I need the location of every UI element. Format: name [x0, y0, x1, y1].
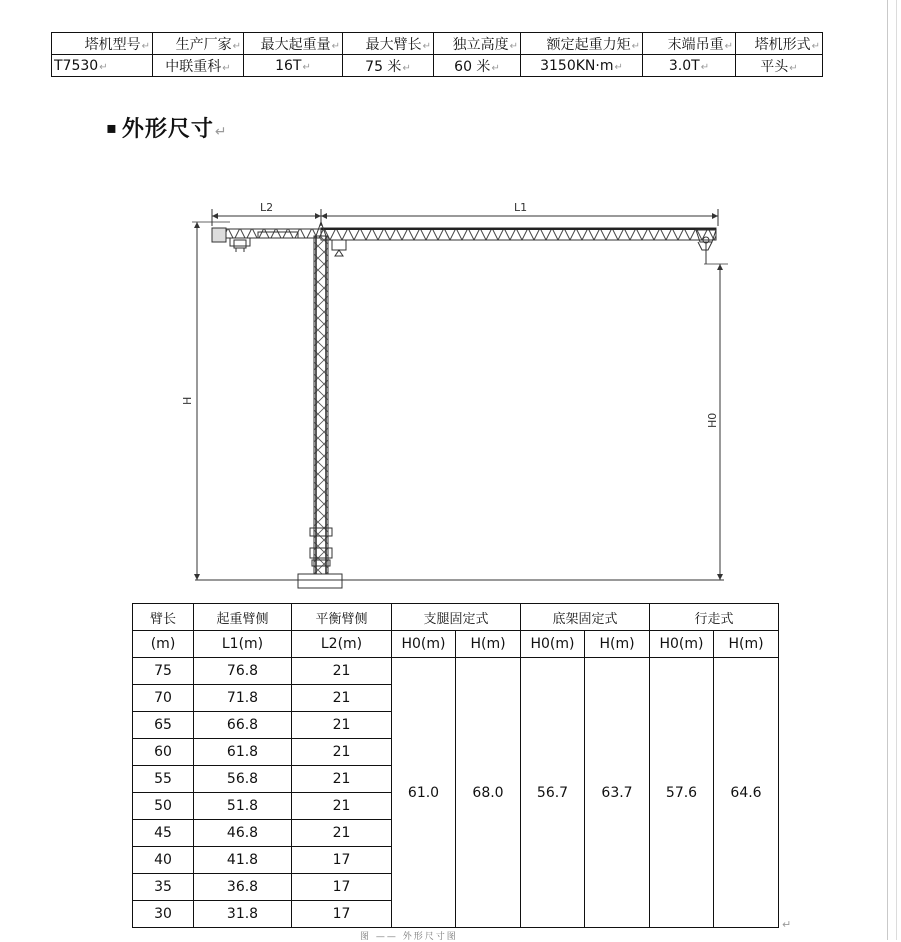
- group-travelling: 行走式: [650, 604, 779, 631]
- counter-jib: [212, 228, 321, 252]
- outrigger-h0-cell: 61.0: [392, 658, 456, 928]
- top-dimension: [212, 201, 718, 226]
- l2-cell: 21: [292, 712, 392, 739]
- h0-dimension: [704, 264, 728, 580]
- sub-h0: H0(m): [392, 631, 456, 658]
- crane-mast: [310, 222, 332, 574]
- spec-value-cell: 3.0T↵: [643, 55, 736, 77]
- dims-header-row: [133, 604, 779, 631]
- arm-length-cell: 30: [133, 901, 194, 928]
- l1-cell: 76.8: [194, 658, 292, 685]
- sub-h: H(m): [456, 631, 521, 658]
- heading-bullet: ▪: [106, 118, 118, 137]
- spec-header-cell: 额定起重力矩↵: [521, 33, 643, 55]
- l2-cell: 17: [292, 847, 392, 874]
- spec-header-cell: 生产厂家↵: [153, 33, 244, 55]
- l1-cell: 41.8: [194, 847, 292, 874]
- spec-value-cell: 60 米↵: [434, 55, 521, 77]
- col-l2-top: 平衡臂侧: [292, 604, 392, 631]
- h-label: H: [181, 396, 194, 405]
- spec-header-cell: 塔机型号↵: [52, 33, 153, 55]
- spec-value-cell: 中联重科↵: [153, 55, 244, 77]
- arm-length-cell: 50: [133, 793, 194, 820]
- h-dimension: [181, 222, 230, 580]
- travelling-h-cell: 64.6: [714, 658, 779, 928]
- crane-base: [298, 574, 342, 588]
- spec-value-cell: 3150KN·m↵: [521, 55, 643, 77]
- col-l1-top: 起重臂侧: [194, 604, 292, 631]
- col-arm-unit: (m): [133, 631, 194, 658]
- l2-cell: 21: [292, 658, 392, 685]
- arm-length-cell: 35: [133, 874, 194, 901]
- group-outrigger: 支腿固定式: [392, 604, 521, 631]
- outrigger-h-cell: 68.0: [456, 658, 521, 928]
- l2-cell: 21: [292, 766, 392, 793]
- l1-cell: 46.8: [194, 820, 292, 847]
- arm-length-cell: 70: [133, 685, 194, 712]
- arm-length-cell: 40: [133, 847, 194, 874]
- l2-cell: 21: [292, 685, 392, 712]
- sub-h: H(m): [714, 631, 779, 658]
- crane-cabin: [332, 240, 346, 256]
- l1-cell: 56.8: [194, 766, 292, 793]
- arm-length-cell: 75: [133, 658, 194, 685]
- sub-h0: H0(m): [521, 631, 585, 658]
- l1-cell: 51.8: [194, 793, 292, 820]
- spec-value-cell: 16T↵: [244, 55, 343, 77]
- l1-cell: 61.8: [194, 739, 292, 766]
- l2-cell: 17: [292, 901, 392, 928]
- spec-header-cell: 最大臂长↵: [343, 33, 434, 55]
- spec-value-cell: 平头↵: [736, 55, 823, 77]
- col-l1-unit: L1(m): [194, 631, 292, 658]
- sub-h: H(m): [585, 631, 650, 658]
- l1-cell: 71.8: [194, 685, 292, 712]
- chassis-h0-cell: 56.7: [521, 658, 585, 928]
- heading-text: 外形尺寸: [121, 117, 214, 142]
- section-heading: ▪ 外形尺寸↵: [106, 117, 228, 142]
- l1-cell: 66.8: [194, 712, 292, 739]
- spec-header-cell: 末端吊重↵: [643, 33, 736, 55]
- col-l2-unit: L2(m): [292, 631, 392, 658]
- figure-caption-cut: 图 —— 外形尺寸图: [360, 932, 458, 942]
- spec-header-cell: 独立高度↵: [434, 33, 521, 55]
- l1-cell: 31.8: [194, 901, 292, 928]
- group-chassis: 底架固定式: [521, 604, 650, 631]
- l1-label: L1: [514, 201, 528, 214]
- spec-header-cell: 最大起重量↵: [244, 33, 343, 55]
- chassis-h-cell: 63.7: [585, 658, 650, 928]
- sub-h0: H0(m): [650, 631, 714, 658]
- col-arm-top: 臂长: [133, 604, 194, 631]
- spec-value-cell: 75 米↵: [343, 55, 434, 77]
- arm-length-cell: 60: [133, 739, 194, 766]
- l2-cell: 17: [292, 874, 392, 901]
- l1-cell: 36.8: [194, 874, 292, 901]
- l2-cell: 21: [292, 793, 392, 820]
- table-row: [133, 658, 779, 685]
- crane-jib: [321, 228, 716, 264]
- arm-length-cell: 55: [133, 766, 194, 793]
- h0-label: H0: [706, 412, 719, 428]
- arm-length-cell: 45: [133, 820, 194, 847]
- l2-label: L2: [260, 201, 274, 214]
- arm-length-cell: 65: [133, 712, 194, 739]
- dimension-table: [132, 603, 779, 928]
- l2-cell: 21: [292, 739, 392, 766]
- l2-cell: 21: [292, 820, 392, 847]
- travelling-h0-cell: 57.6: [650, 658, 714, 928]
- dims-subheader-row: [133, 631, 779, 658]
- paragraph-mark: ↵: [782, 918, 792, 931]
- spec-header-cell: 塔机形式↵: [736, 33, 823, 55]
- spec-value-cell: T7530↵: [52, 55, 153, 77]
